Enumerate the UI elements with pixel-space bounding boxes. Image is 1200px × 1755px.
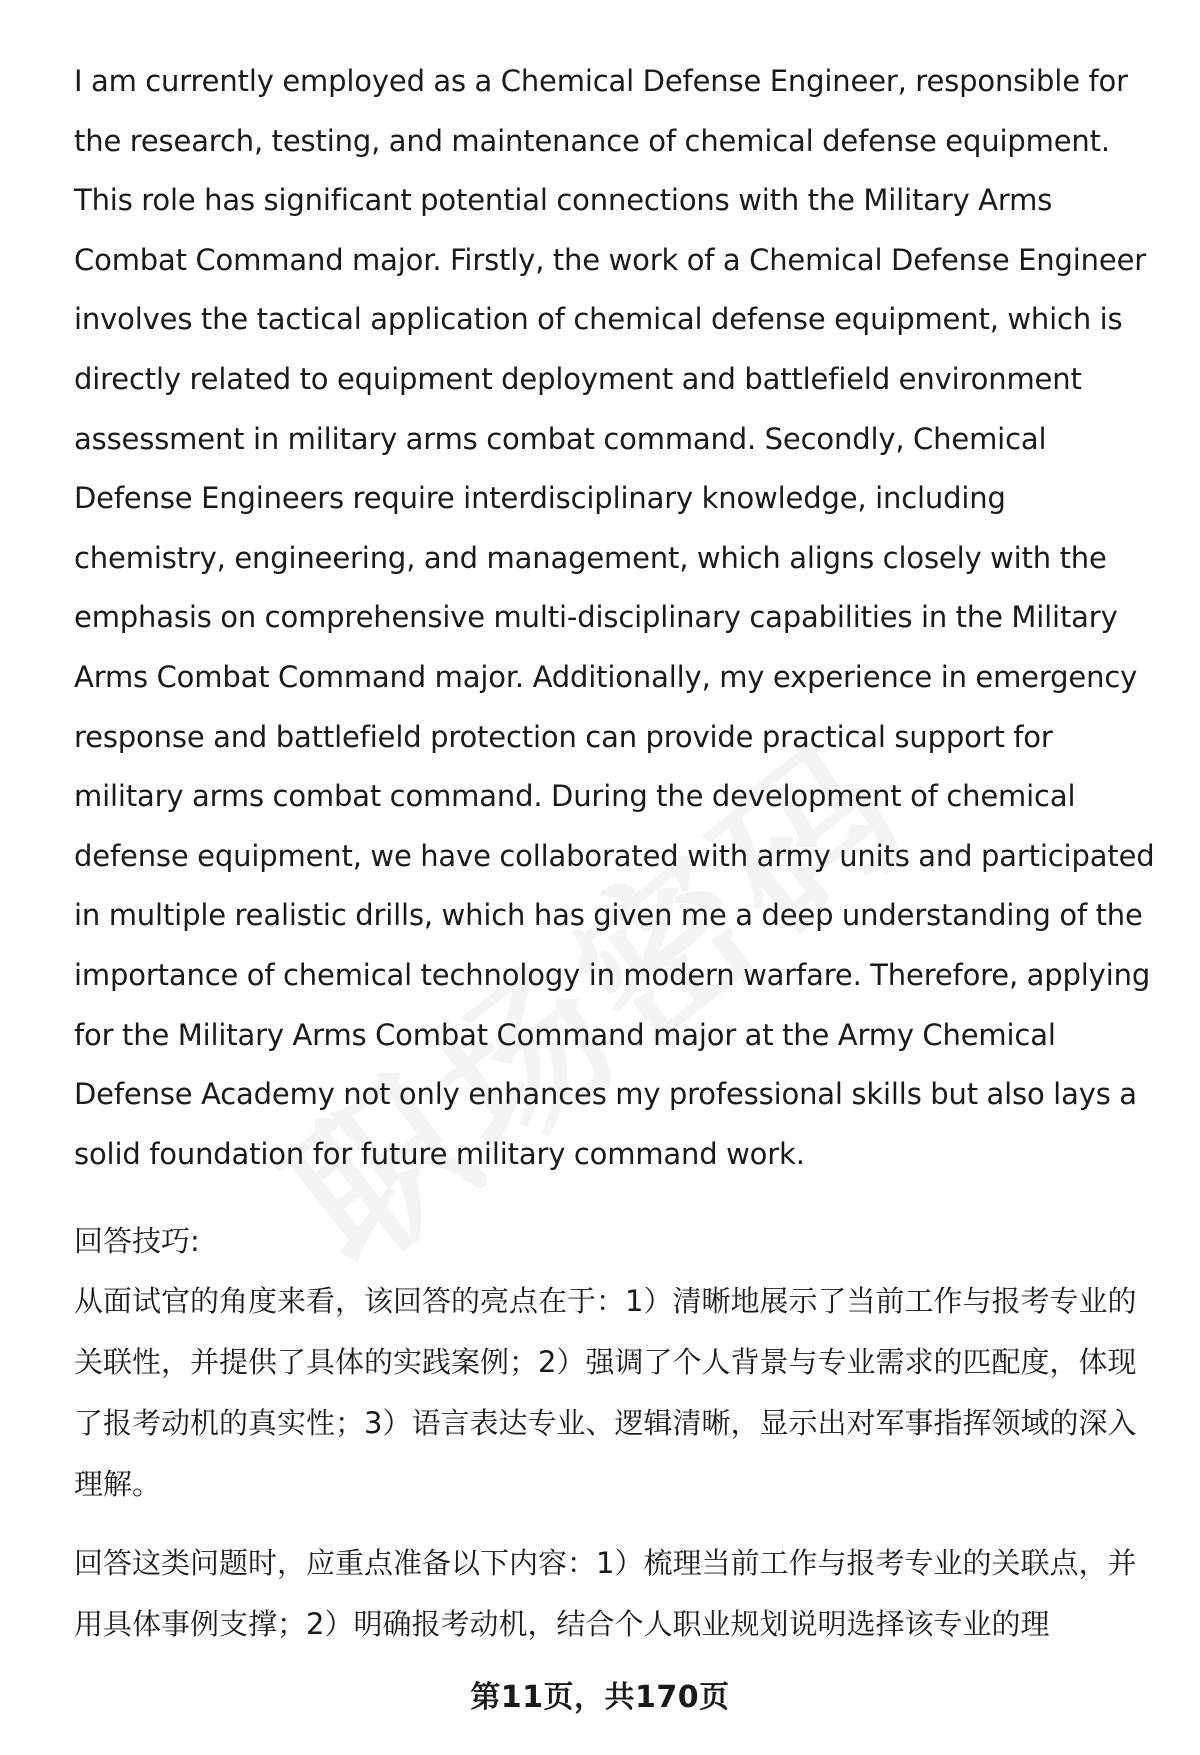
answer-paragraph: I am currently employed as a Chemical Defense Engineer, responsible for the research, testing, and maintenance of chemical defense equipment. This role has significant potential connections with the Military Arms Combat Command major. Firstly, the work of a Chemical Defense Engineer involves the tactical application of chemical defense equipment, which is directly related to equipment deployment and battlefield environment assessment in military arms combat command. Secondly, Chemical Defense Engineers require interdisciplinary knowledge, including chemistry, engineering, and management, which aligns closely with the emphasis on comprehensive multi-disciplinary capabilities in the Military Arms Combat Command major. Additionally, my experience in emergency response and battlefield protection can provide practical support for military arms combat command. During the development of chemical defense equipment, we have collaborated with army units and participated in multiple realistic drills, which has given me a deep understanding of the importance of chemical technology in modern warfare. Therefore, applying for the Military Arms Combat Command major at the Army Chemical Defense Academy not only enhances my professional skills but also lays a solid foundation for future military command work.	[74, 64, 1155, 1171]
tips-heading: 回答技巧:	[74, 1224, 200, 1259]
page-number-footer: 第11页，共170页	[470, 1680, 730, 1715]
page-content	[74, 52, 1159, 1655]
tips-paragraph: 从面试官的角度来看，该回答的亮点在于：1）清晰地展示了当前工作与报考专业的关联性，并提供了具体的实践案例；2）强调了个人背景与专业需求的匹配度，体现了报考动机的真实性；3）语言表达专业、逻辑清晰，显示出对军事指挥领域的深入理解。	[74, 1284, 1137, 1502]
preparation-paragraph: 回答这类问题时，应重点准备以下内容：1）梳理当前工作与报考专业的关联点，并用具体事例支撑；2）明确报考动机，结合个人职业规划说明选择该专业的理	[74, 1546, 1137, 1642]
